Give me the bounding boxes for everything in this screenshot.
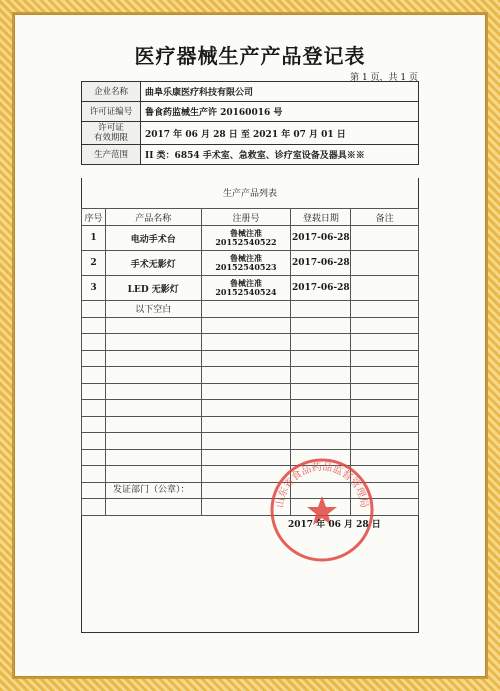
validity-label-line2: 有效期限: [93, 133, 128, 143]
row-no: 1: [82, 226, 106, 251]
table-row-empty: [82, 334, 419, 351]
info-row-validity: [82, 122, 419, 145]
info-row-scope: [82, 145, 419, 165]
scope-label: 生产范围: [82, 145, 141, 165]
table-row-blank-marker: [82, 301, 419, 318]
table-row: [82, 276, 419, 301]
header-reg: 注册号: [201, 209, 291, 226]
license-label: 许可证编号: [82, 102, 141, 122]
row-name: 手术无影灯: [105, 251, 201, 276]
row-date: 2017-06-28: [291, 251, 351, 276]
row-reg-line2: 20152540522: [215, 237, 277, 247]
table-row-empty: [82, 317, 419, 334]
validity-value: 2017 年 06 月 28 日 至 2021 年 07 月 01 日: [141, 122, 419, 145]
header-name: 产品名称: [105, 209, 201, 226]
company-value: 曲阜乐康医疗科技有限公司: [141, 82, 419, 102]
info-row-company: [82, 82, 419, 102]
table-row-empty: [82, 416, 419, 433]
row-reg: [201, 251, 291, 276]
row-date: 2017-06-28: [291, 226, 351, 251]
issuer-label: 发证部门（公章）：: [113, 485, 190, 495]
row-note: [351, 251, 419, 276]
blank-marker: 以下空白: [105, 301, 201, 318]
company-label: 企业名称: [82, 82, 141, 102]
info-row-license: [82, 102, 419, 122]
product-table-header: [82, 209, 419, 226]
row-date: 2017-06-28: [291, 276, 351, 301]
row-reg-line2: 20152540523: [215, 262, 277, 272]
validity-label-line1: 许可证: [98, 123, 124, 133]
table-row-empty: [82, 350, 419, 367]
document-title: 医疗器械生产产品登记表: [134, 44, 366, 68]
row-reg-line1: 鲁械注准: [229, 278, 262, 288]
info-table: [81, 81, 419, 165]
table-row-empty: [82, 383, 419, 400]
issue-date: 2017 年 06 月 28 日: [288, 520, 381, 530]
row-name: LED 无影灯: [105, 276, 201, 301]
header-date: 登载日期: [291, 209, 351, 226]
row-note: [351, 226, 419, 251]
table-row-empty: [82, 433, 419, 450]
row-reg-line1: 鲁械注准: [229, 253, 262, 263]
page-indicator: 第 1 页，共 1 页: [350, 73, 418, 83]
row-reg: [201, 276, 291, 301]
license-value: 鲁食药监械生产许 20160016 号: [141, 102, 419, 122]
table-row: [82, 251, 419, 276]
header-note: 备注: [351, 209, 419, 226]
row-reg-line2: 20152540524: [215, 287, 277, 297]
product-list-title: 生产产品列表: [222, 189, 277, 199]
official-seal: [268, 456, 376, 564]
seal-text: 山东省食品药品监督管理局: [274, 461, 370, 509]
row-reg-line1: 鲁械注准: [229, 228, 262, 238]
row-name: 电动手术台: [105, 226, 201, 251]
table-row-empty: [82, 367, 419, 384]
row-no: 2: [82, 251, 106, 276]
validity-label: [82, 122, 141, 145]
header-no: 序号: [82, 209, 106, 226]
table-row: [82, 226, 419, 251]
scope-value: II 类：6854 手术室、急救室、诊疗室设备及器具※※: [141, 145, 419, 165]
row-reg: [201, 226, 291, 251]
row-no: 3: [82, 276, 106, 301]
row-note: [351, 276, 419, 301]
table-row-empty: [82, 400, 419, 417]
